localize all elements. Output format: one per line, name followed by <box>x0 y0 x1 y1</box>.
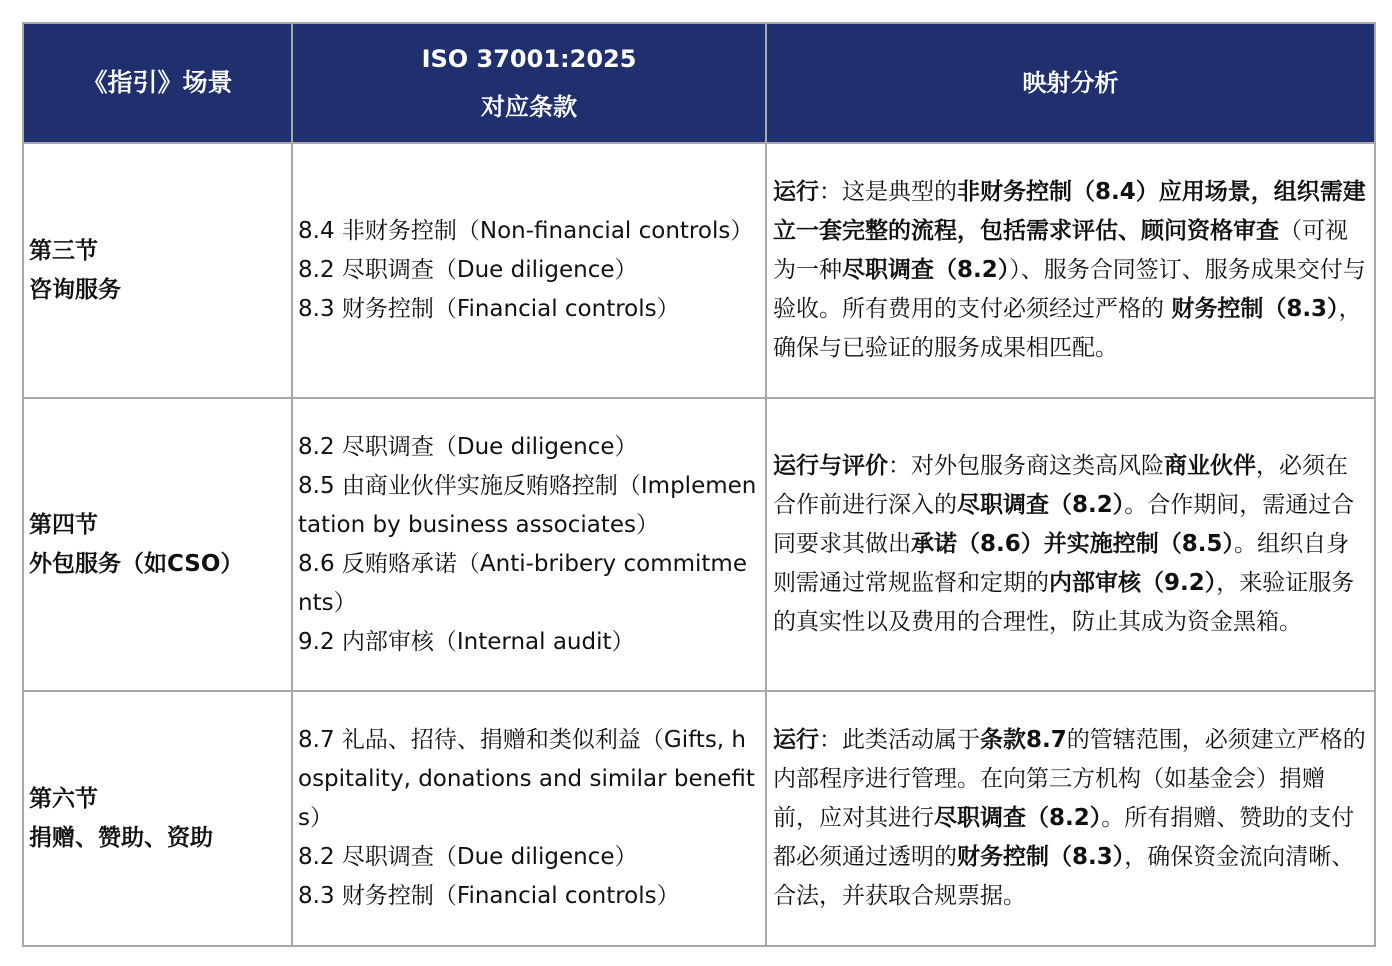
header-clause-line1: ISO 37001:2025 <box>421 45 637 73</box>
table-row <box>23 398 1375 691</box>
clause-item: 9.2 内部审核（Internal audit） <box>298 628 635 655</box>
table-row <box>23 691 1375 946</box>
analysis-text: ，确保与已验证的服务成果相匹配。 <box>773 296 1362 361</box>
scene-section: 第三节 <box>29 237 98 264</box>
analysis-cell <box>766 143 1375 398</box>
analysis-text: 。组织自身则需通过常规监督和定期的 <box>773 531 1349 596</box>
scene-title: 捐赠、赞助、资助 <box>29 824 213 851</box>
clause-item: 8.6 反贿赂承诺（Anti-bribery commitments） <box>298 550 747 616</box>
header-row <box>23 23 1375 143</box>
analysis-highlight: 内部审核（9.2） <box>1049 570 1217 596</box>
analysis-highlight: 财务控制（8.3） <box>957 844 1125 870</box>
clause-item: 8.2 尽职调查（Due diligence） <box>298 257 638 283</box>
scene-section: 第六节 <box>29 785 98 812</box>
mapping-table <box>22 22 1376 947</box>
analysis-cell <box>766 691 1375 946</box>
analysis-text: （可视为一种 <box>773 218 1348 283</box>
mapping-table-wrapper <box>22 22 1374 947</box>
clause-cell <box>292 691 766 946</box>
clause-item: 8.5 由商业伙伴实施反贿赂控制（Implementation by business associates） <box>298 472 757 538</box>
analysis-highlight: 条款8.7 <box>980 727 1067 753</box>
analysis-highlight: 尽职调查（8.2） <box>957 492 1125 518</box>
scene-title: 外包服务（如CSO） <box>29 550 244 577</box>
analysis-text: ，来验证服务的真实性以及费用的合理性，防止其成为资金黑箱。 <box>773 570 1355 635</box>
scene-cell <box>23 398 292 691</box>
analysis-highlight: 商业伙伴 <box>1164 453 1256 479</box>
analysis-highlight: 运行 <box>773 727 819 753</box>
clause-item: 8.2 尽职调查（Due diligence） <box>298 844 638 870</box>
analysis-highlight: 运行与评价 <box>773 453 888 479</box>
analysis-text: ：对外包服务商这类高风险 <box>888 453 1164 479</box>
clause-cell <box>292 143 766 398</box>
analysis-highlight: 承诺（8.6）并实施控制（8.5） <box>911 531 1234 557</box>
header-analysis: 映射分析 <box>766 23 1375 143</box>
clause-cell <box>292 398 766 691</box>
header-clause-line2: 对应条款 <box>481 93 577 121</box>
table-row <box>23 143 1375 398</box>
scene-title: 咨询服务 <box>29 276 121 303</box>
header-scene: 《指引》场景 <box>23 23 292 143</box>
clause-item: 8.3 财务控制（Financial controls） <box>298 296 680 322</box>
analysis-highlight: 运行 <box>773 179 819 205</box>
analysis-highlight: 非财务控制（8.4）应用场景，组织需建立一套完整的流程，包括需求评估、顾问资格审查 <box>773 179 1366 244</box>
analysis-text: ）、服务合同签订、服务成果交付与验收。所有费用的支付必须经过严格的 <box>773 257 1366 322</box>
analysis-text: ，确保资金流向清晰、合法，并获取合规票据。 <box>773 844 1355 909</box>
scene-cell <box>23 691 292 946</box>
scene-cell <box>23 143 292 398</box>
header-clause <box>292 23 766 143</box>
analysis-highlight: 尽职调查（8.2） <box>842 257 1010 283</box>
analysis-text: 。所有捐赠、赞助的支付都必须通过透明的 <box>773 805 1355 870</box>
scene-section: 第四节 <box>29 511 98 538</box>
analysis-text: ：这是典型的 <box>819 179 957 205</box>
clause-item: 8.7 礼品、招待、捐赠和类似利益（Gifts, hospitality, donations and similar benefits） <box>298 727 755 831</box>
clause-item: 8.2 尽职调查（Due diligence） <box>298 433 638 460</box>
analysis-text: 。合作期间，需通过合同要求其做出 <box>773 492 1355 557</box>
analysis-text: ，必须在合作前进行深入的 <box>773 453 1348 518</box>
clause-item: 8.4 非财务控制（Non-financial controls） <box>298 218 754 244</box>
analysis-cell <box>766 398 1375 691</box>
analysis-highlight: 尽职调查（8.2） <box>934 805 1102 831</box>
analysis-text: ：此类活动属于 <box>819 727 980 753</box>
analysis-highlight: 财务控制（8.3） <box>1171 296 1339 322</box>
analysis-text: 的管辖范围，必须建立严格的内部程序进行管理。在向第三方机构（如基金会）捐赠前，应对其进行 <box>773 727 1366 831</box>
clause-item: 8.3 财务控制（Financial controls） <box>298 883 680 909</box>
